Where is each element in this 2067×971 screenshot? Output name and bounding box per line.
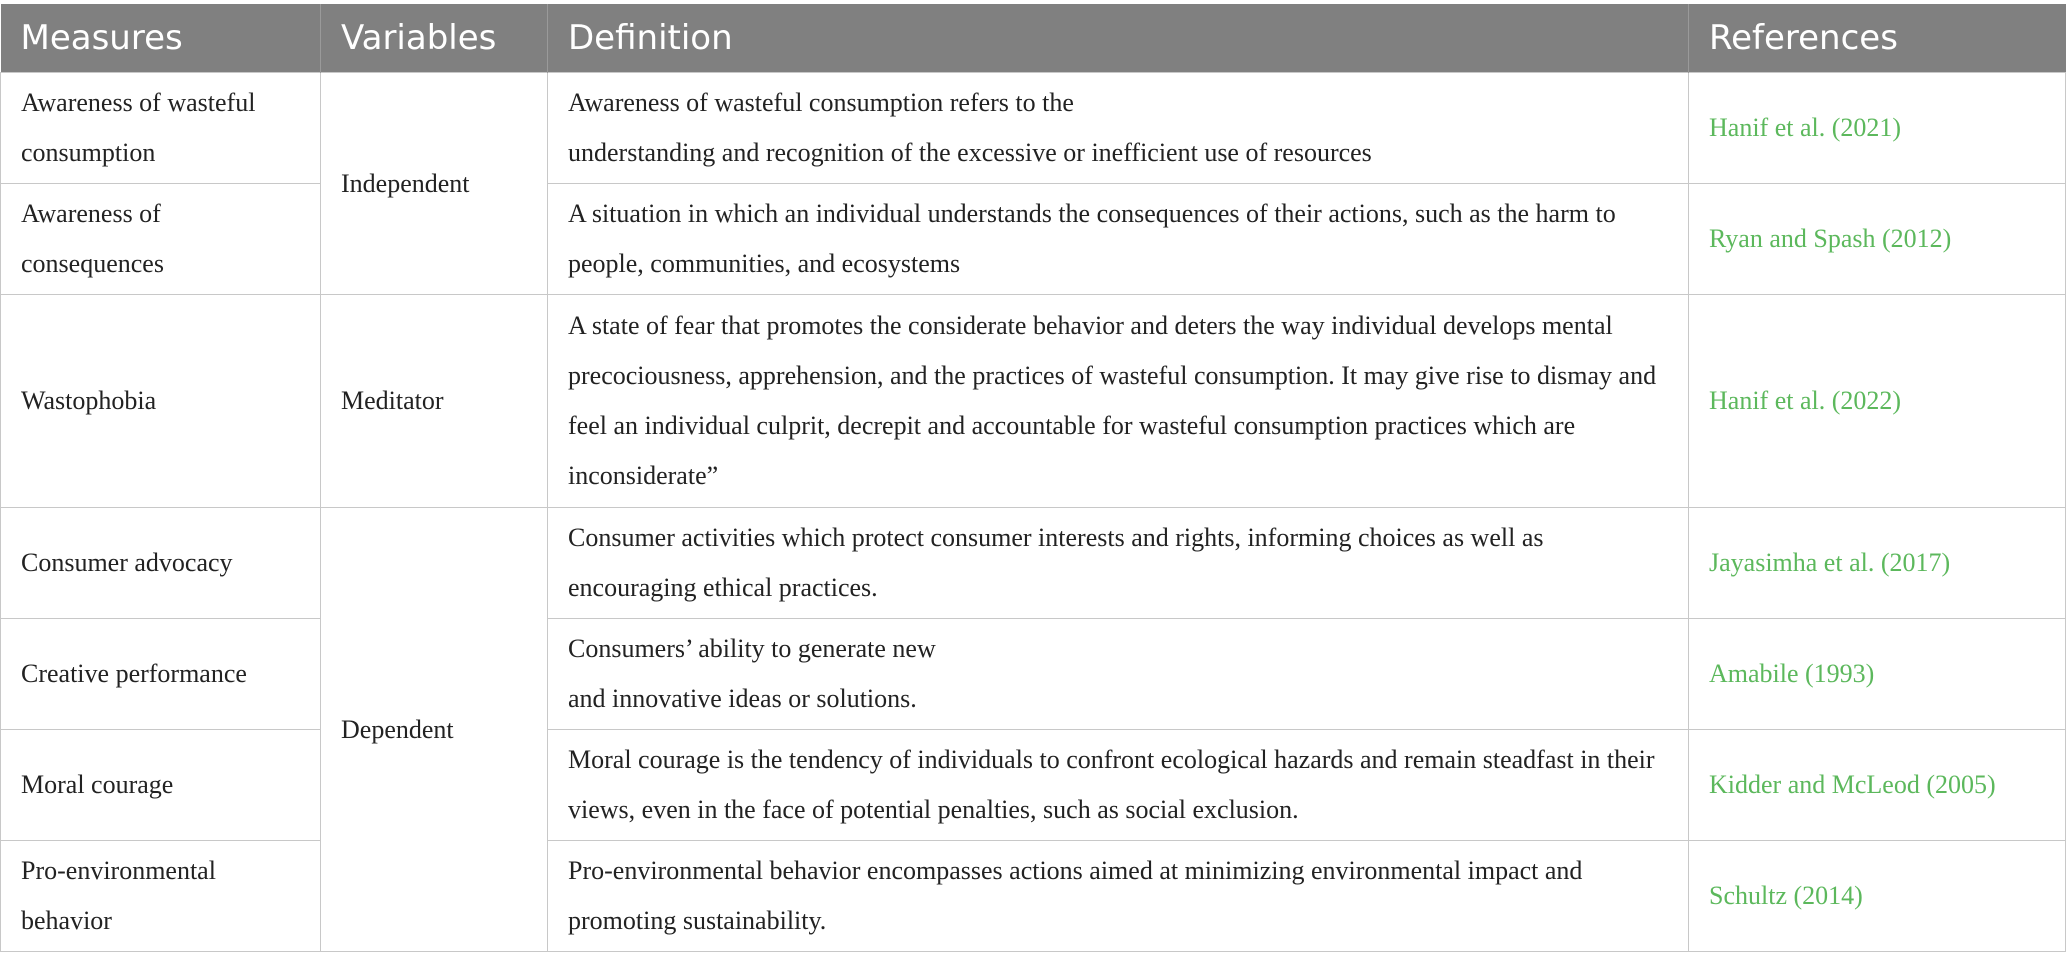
definition-cell: Consumers’ ability to generate new and innovative ideas or solutions. [548,619,1689,730]
definition-cell: Pro-environmental behavior encompasses actions aimed at minimizing environmental impact and promoting sustainability. [548,841,1689,952]
definition-cell: Consumer activities which protect consumer interests and rights, informing choices as well as encouraging ethical practices. [548,508,1689,619]
table-row [1,619,2066,730]
table-row [1,295,2066,508]
measure-cell: Creative performance [1,619,321,730]
table-row [1,730,2066,841]
table-row [1,508,2066,619]
measure-cell: Moral courage [1,730,321,841]
reference-link[interactable]: Hanif et al. (2021) [1689,73,2066,184]
measure-cell: Awareness of consequences [1,184,321,295]
measure-cell: Awareness of wasteful consumption [1,73,321,184]
table-body [1,73,2066,952]
table-row [1,73,2066,184]
definition-cell: A situation in which an individual understands the consequences of their actions, such as the harm to people, communities, and ecosystems [548,184,1689,295]
variable-cell: Dependent [321,508,548,952]
measure-cell: Pro-environmental behavior [1,841,321,952]
variable-cell: Meditator [321,295,548,508]
definition-cell: Awareness of wasteful consumption refers to the understanding and recognition of the excessive or inefficient use of resources [548,73,1689,184]
table-row [1,184,2066,295]
header-references: References [1689,4,2066,73]
definition-cell: Moral courage is the tendency of individuals to confront ecological hazards and remain steadfast in their views, even in the face of potential penalties, such as social exclusion. [548,730,1689,841]
measure-cell: Wastophobia [1,295,321,508]
reference-link[interactable]: Ryan and Spash (2012) [1689,184,2066,295]
header-definition: Definition [548,4,1689,73]
measure-cell: Consumer advocacy [1,508,321,619]
reference-link[interactable]: Jayasimha et al. (2017) [1689,508,2066,619]
definition-cell: A state of fear that promotes the considerate behavior and deters the way individual develops mental precociousness, apprehension, and the practices of wasteful consumption. It may give rise to dismay and feel an individual culprit, decrepit and accountable for wasteful consumption practices which are inconsiderate” [548,295,1689,508]
reference-link[interactable]: Kidder and McLeod (2005) [1689,730,2066,841]
reference-link[interactable]: Amabile (1993) [1689,619,2066,730]
header-measures: Measures [1,4,321,73]
header-row [1,4,2066,73]
measures-table [0,4,2066,952]
table-header [1,4,2066,73]
header-variables: Variables [321,4,548,73]
reference-link[interactable]: Schultz (2014) [1689,841,2066,952]
reference-link[interactable]: Hanif et al. (2022) [1689,295,2066,508]
table-row [1,841,2066,952]
variable-cell: Independent [321,73,548,295]
